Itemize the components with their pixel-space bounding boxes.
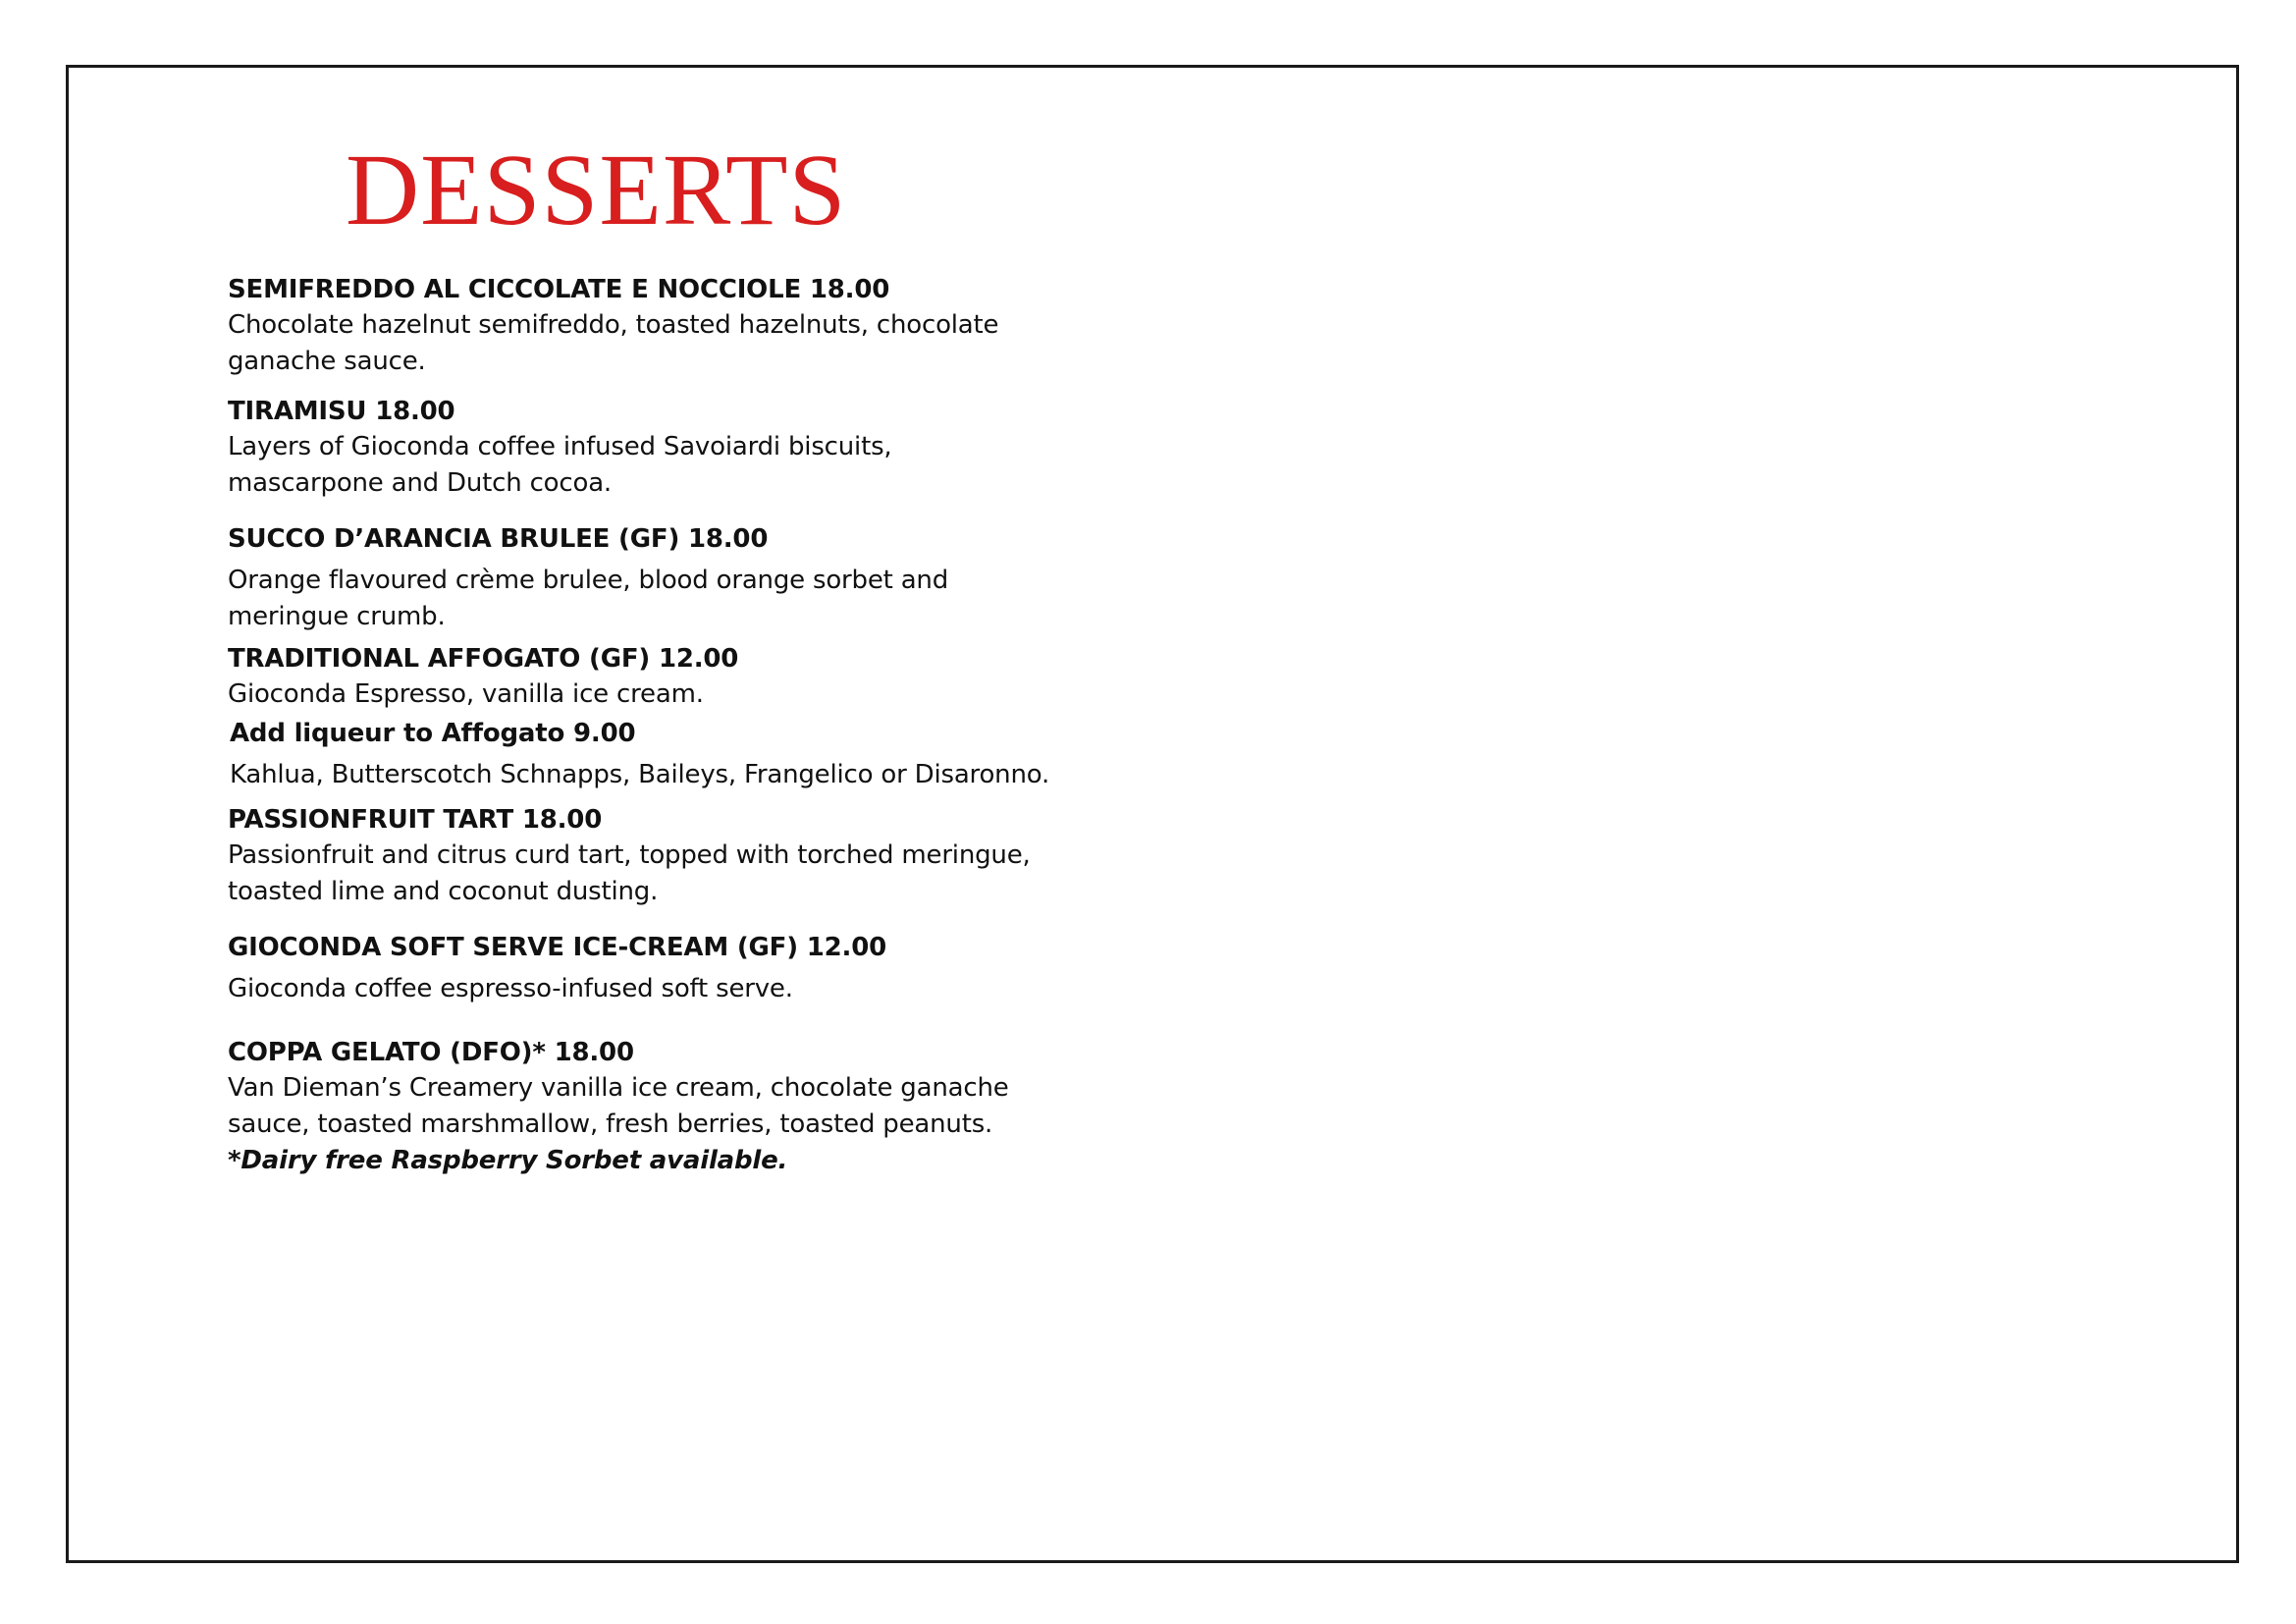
menu-item-semifreddo (228, 272, 1111, 380)
item-name: SEMIFREDDO AL CICCOLATE E NOCCIOLE 18.00 (228, 275, 890, 304)
item-name: COPPA GELATO (DFO)* 18.00 (228, 1038, 634, 1067)
item-description: Passionfruit and citrus curd tart, topped with torched meringue, (228, 840, 1031, 870)
item-name: Add liqueur to Affogato 9.00 (230, 719, 636, 748)
item-name: TIRAMISU 18.00 (228, 397, 455, 426)
item-name: GIOCONDA SOFT SERVE ICE-CREAM (GF) 12.00 (228, 933, 887, 962)
item-description: Orange flavoured crème brulee, blood orange sorbet and (228, 566, 949, 595)
menu-item-brulee (228, 521, 1111, 635)
item-description: Gioconda Espresso, vanilla ice cream. (228, 679, 704, 709)
menu-item-liqueur-addon (230, 716, 1113, 793)
item-name: TRADITIONAL AFFOGATO (GF) 12.00 (228, 644, 739, 674)
item-description: Van Dieman’s Creamery vanilla ice cream, chocolate ganache (228, 1073, 1009, 1103)
item-description: Gioconda coffee espresso-infused soft serve. (228, 974, 793, 1003)
menu-item-passionfruit-tart (228, 802, 1111, 910)
item-description: meringue crumb. (228, 602, 446, 631)
menu-item-affogato (228, 641, 1111, 713)
item-description: mascarpone and Dutch cocoa. (228, 468, 612, 498)
item-description: sauce, toasted marshmallow, fresh berries, toasted peanuts. (228, 1110, 993, 1139)
menu-item-soft-serve (228, 930, 1111, 1007)
menu-item-tiramisu (228, 394, 1111, 502)
menu-title: DESSERTS (346, 134, 847, 246)
item-note: *Dairy free Raspberry Sorbet available. (228, 1146, 788, 1175)
menu-item-coppa-gelato (228, 1035, 1111, 1179)
item-description: Chocolate hazelnut semifreddo, toasted hazelnuts, chocolate (228, 310, 999, 340)
item-name: PASSIONFRUIT TART 18.00 (228, 805, 603, 835)
item-name: SUCCO D’ARANCIA BRULEE (GF) 18.00 (228, 524, 769, 554)
item-description: toasted lime and coconut dusting. (228, 877, 659, 906)
item-description: Layers of Gioconda coffee infused Savoiardi biscuits, (228, 432, 892, 461)
item-description: ganache sauce. (228, 347, 426, 376)
item-description: Kahlua, Butterscotch Schnapps, Baileys, Frangelico or Disaronno. (230, 760, 1050, 789)
